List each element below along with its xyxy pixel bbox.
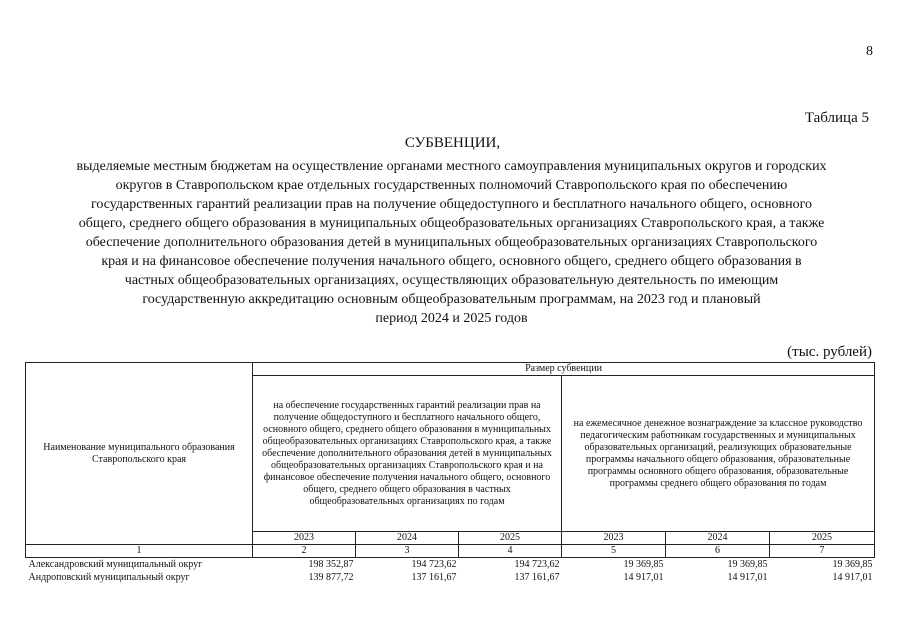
column-number: 3 <box>356 545 459 558</box>
subtitle-line: период 2024 и 2025 годов <box>375 311 528 326</box>
subtitle-line: обеспечение дополнительного образования детей в муниципальных общеобразовательных организациях Ставропольского <box>85 235 818 250</box>
column-number: 4 <box>459 545 562 558</box>
table-row <box>26 571 875 584</box>
value-cell: 19 369,85 <box>623 558 664 570</box>
subtitle-line: частных общеобразовательных организациях, осуществляющих образовательную деятельность по имеющим <box>124 273 779 288</box>
value-cell: 19 369,85 <box>832 558 873 570</box>
value-cell: 137 161,67 <box>514 571 560 583</box>
name-column-header: Наименование муниципального образования Ставропольского края <box>26 363 253 545</box>
value-cell: 14 917,01 <box>727 571 768 583</box>
value-cell: 14 917,01 <box>832 571 873 583</box>
table-row <box>26 558 875 572</box>
value-cell: 198 352,87 <box>308 558 354 570</box>
value-cell: 19 369,85 <box>727 558 768 570</box>
value-cell: 137 161,67 <box>411 571 457 583</box>
value-cell: 14 917,01 <box>623 571 664 583</box>
column-number: 1 <box>26 545 253 558</box>
region-name: Андроповский муниципальный округ <box>28 571 190 583</box>
value-cell: 139 877,72 <box>308 571 354 583</box>
value-cell: 194 723,62 <box>514 558 560 570</box>
year-header: 2025 <box>459 532 562 545</box>
subtitle-line: государственную аккредитацию основным общеобразовательным программам, на 2023 год и плановый <box>142 292 761 307</box>
subtitle-line: выделяемые местным бюджетам на осуществление органами местного самоуправления муниципальных округов и городских <box>76 159 827 174</box>
subtitle-line: округов в Ставропольском крае отдельных государственных полномочий Ставропольского края по обеспечению <box>115 178 788 193</box>
document-subtitle <box>24 157 879 328</box>
column-number: 7 <box>770 545 875 558</box>
subsidy-size-header: Размер субвенции <box>253 363 875 376</box>
table-label: Таблица 5 <box>804 110 869 126</box>
region-name: Александровский муниципальный округ <box>28 558 203 570</box>
year-header: 2025 <box>770 532 875 545</box>
year-header: 2024 <box>666 532 770 545</box>
value-cell: 194 723,62 <box>411 558 457 570</box>
year-header: 2023 <box>562 532 666 545</box>
column-number: 5 <box>562 545 666 558</box>
subsidy-table <box>25 362 875 584</box>
group-b-header: на ежемесячное денежное вознаграждение за классное руководство педагогическим работникам государственных и муниципальных образовательных организаций, реализующих образовательные программы начального общего образования, образовательные программы основного общего образования, образовательные программы среднего общего образования по годам <box>562 376 875 532</box>
units-label: (тыс. рублей) <box>787 344 872 360</box>
page-number: 8 <box>866 44 873 59</box>
subtitle-line: общего, среднего общего образования в муниципальных общеобразовательных организациях Ставропольского края, а также <box>78 216 825 231</box>
subtitle-line: государственных гарантий реализации прав на получение общедоступного и бесплатного начального общего, основного <box>91 197 812 212</box>
group-a-header: на обеспечение государственных гарантий реализации прав на получение общедоступного и бесплатного начального общего, основного общего, среднего общего образования в муниципальных общеобразовательных организациях Ставропольского края, а также обеспечение дополнительного образования детей в муниципальных общеобразовательных организациях Ставропольского края и на финансовое обеспечение получения начального общего, основного общего, среднего общего образования в частных общеобразовательных организациях по годам <box>253 376 562 532</box>
document-title: СУБВЕНЦИИ, <box>404 135 501 151</box>
column-number: 6 <box>666 545 770 558</box>
subtitle-line: края и на финансовое обеспечение получения начального общего, основного общего, среднего общего образования в <box>101 254 802 269</box>
year-header: 2023 <box>253 532 356 545</box>
year-header: 2024 <box>356 532 459 545</box>
column-number: 2 <box>253 545 356 558</box>
